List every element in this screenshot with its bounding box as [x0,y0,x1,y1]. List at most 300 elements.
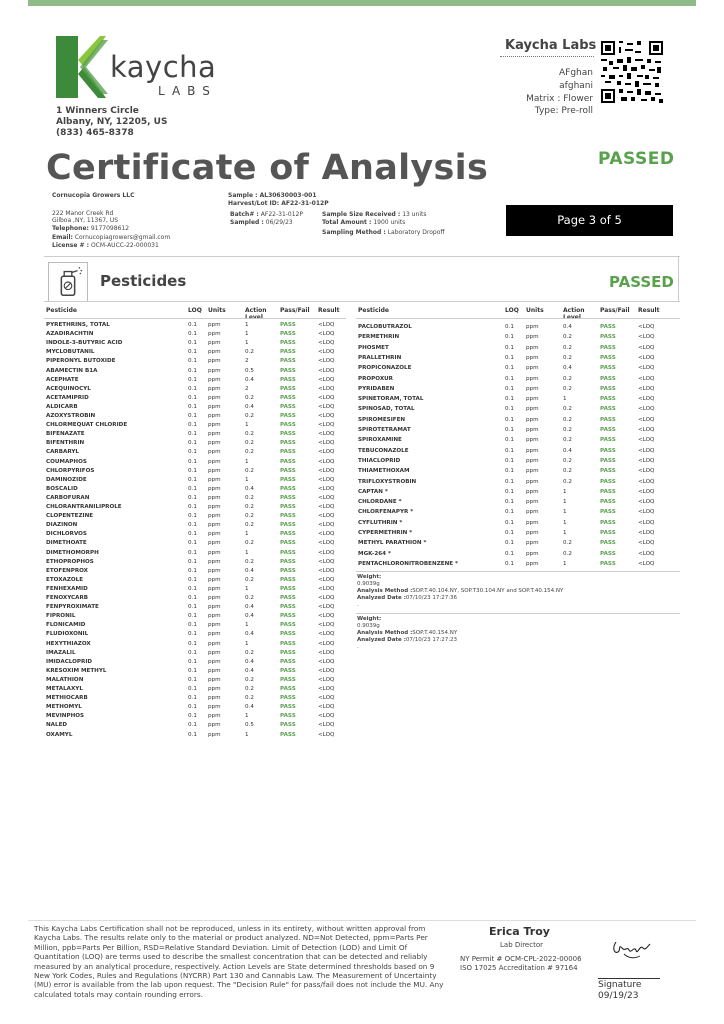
pass-fail-value: PASS [600,344,616,351]
pesticide-name: DICHLORVOS [46,531,87,538]
col-header-result-right: Result [638,307,660,314]
divider [500,56,594,57]
size-label: Sample Size Received : [322,211,401,218]
loq-value: 0.1 [505,530,514,536]
loq-value: 0.1 [188,467,197,474]
action-level-value: 0.4 [245,658,254,665]
pass-fail-value: PASS [280,676,296,683]
action-level-value: 2 [245,358,249,365]
pass-fail-value: PASS [280,549,296,556]
units-value: ppm [208,631,221,638]
loq-value: 0.1 [188,676,197,683]
units-value: ppm [526,365,539,372]
pass-fail-value: PASS [600,468,616,475]
section-right-border [678,256,679,301]
loq-value: 0.1 [505,509,514,516]
action-level-value: 1 [245,340,249,347]
pass-fail-value: PASS [280,394,296,401]
result-value: <LOQ [638,530,655,536]
pesticide-name: PERMETHRIN [358,334,400,341]
pesticide-name: PYRIDABEN [358,385,395,392]
action-level-value: 0.2 [563,375,572,382]
result-value: <LOQ [318,695,335,702]
pass-fail-value: PASS [280,413,296,419]
result-value: <LOQ [318,331,335,338]
pesticide-name: ETOFENPROX [46,567,88,574]
result-value: <LOQ [318,449,335,456]
units-value: ppm [208,713,221,720]
action-level-value: 0.2 [563,457,572,464]
units-value: ppm [526,427,539,433]
result-value: <LOQ [318,676,335,683]
loq-value: 0.1 [505,550,514,557]
loq-value: 0.1 [505,406,514,413]
action-level-value: 0.2 [245,649,254,656]
pesticide-name: ETHOPROPHOS [46,558,94,565]
result-value: <LOQ [318,622,335,629]
pesticide-name: TRIFLOXYSTROBIN [358,478,417,485]
action-level-value: 0.2 [563,416,572,423]
sample-id: Sample : AL30630003-001 [228,192,317,199]
sampled-label: Sampled : [230,219,264,226]
loq-value: 0.1 [188,649,197,656]
pass-fail-value: PASS [280,403,296,410]
pesticide-name: AZADIRACHTIN [46,331,94,338]
col-header-loq-right: LOQ [505,307,519,314]
separator-dot-2: . [357,644,359,650]
action-level-line1: Action [245,307,267,314]
units-value: ppm [208,376,221,383]
loq-value: 0.1 [188,631,197,638]
action-level-value: 0.2 [563,550,572,557]
result-value: <LOQ [638,457,655,464]
pass-fail-value: PASS [280,349,296,356]
weight-label-2: Weight: [357,616,382,622]
pass-fail-value: PASS [280,722,296,729]
loq-value: 0.1 [188,376,197,383]
loq-value: 0.1 [188,567,197,574]
action-level-value: 1 [563,530,567,536]
units-value: ppm [526,396,539,403]
action-level-value: 1 [245,331,249,338]
action-level-value: 0.2 [245,576,254,583]
section-title: Pesticides [100,272,187,290]
loq-value: 0.1 [188,358,197,365]
action-level-value: 1 [245,585,249,592]
loq-value: 0.1 [188,704,197,711]
pesticide-name: MALATHION [46,676,84,683]
loq-value: 0.1 [188,513,197,520]
pass-fail-value: PASS [280,704,296,711]
action-level-value: 0.2 [245,504,254,510]
action-level-value: 0.2 [245,595,254,601]
result-value: <LOQ [318,322,335,328]
loq-value: 0.1 [188,322,197,328]
pesticide-name: CLOPENTEZINE [46,513,94,520]
action-level-value: 1 [245,549,249,556]
col-header-pesticide-right: Pesticide [358,307,389,314]
action-level-value: 0.4 [245,604,254,611]
pesticide-name: FIPRONIL [46,613,76,620]
method-value: Laboratory Dropoff [387,229,445,236]
units-value: ppm [526,334,539,341]
result-value: <LOQ [638,468,655,475]
units-value: ppm [208,440,221,447]
loq-value: 0.1 [188,686,197,692]
action-level-value: 0.4 [245,485,254,492]
action-level-value: 0.2 [245,695,254,702]
loq-value: 0.1 [505,488,514,495]
action-level-value: 0.2 [245,413,254,419]
pesticide-name: IMIDACLOPRID [46,658,93,665]
sampling-method [322,229,445,236]
loq-value: 0.1 [505,396,514,403]
result-value: <LOQ [318,613,335,620]
result-value: <LOQ [318,558,335,565]
client-name: Cornucopia Growers LLC [52,192,135,199]
units-value: ppm [208,704,221,711]
pesticide-name: CHLORPYRIFOS [46,467,95,474]
result-value: <LOQ [638,344,655,351]
units-value: ppm [208,349,221,356]
action-level-line1-right: Action [563,307,585,314]
result-value: <LOQ [318,349,335,356]
loq-value: 0.1 [188,385,197,392]
units-value: ppm [526,530,539,536]
units-value: ppm [208,649,221,656]
pass-fail-value: PASS [280,613,296,620]
pass-fail-value: PASS [600,447,616,454]
loq-value: 0.1 [188,449,197,456]
loq-value: 0.1 [188,458,197,465]
pass-fail-value: PASS [280,340,296,347]
units-value: ppm [208,722,221,729]
pass-fail-value: PASS [280,476,296,483]
date-value-2: 07/10/23 17:27:23 [405,637,458,643]
method-label-2: Analysis Method : [357,630,413,636]
result-value: <LOQ [638,406,655,413]
loq-value: 0.1 [188,595,197,601]
action-level-value: 0.2 [245,394,254,401]
pesticide-name: FENHEXAMID [46,585,88,592]
pesticide-name: CAPTAN * [358,488,388,495]
pass-fail-value: PASS [280,504,296,510]
pesticide-name: ETOXAZOLE [46,576,84,583]
signature-label: Signature [598,980,642,990]
action-level-value: 0.2 [245,540,254,547]
date-value-1: 07/10/23 17:27:36 [405,595,458,601]
pass-fail-value: PASS [280,558,296,565]
result-value: <LOQ [638,416,655,423]
result-value: <LOQ [318,376,335,383]
separator-dot-1: . [357,602,359,608]
client-email [52,234,170,241]
client-license [52,242,159,249]
pass-fail-value: PASS [280,513,296,520]
pesticide-name: PENTACHLORONITROBENZENE * [358,560,458,567]
result-value: <LOQ [318,494,335,501]
loq-value: 0.1 [188,476,197,483]
action-level-value: 1 [245,458,249,465]
loq-value: 0.1 [188,522,197,529]
result-value: <LOQ [318,522,335,529]
units-value: ppm [208,695,221,702]
pesticide-name: ALDICARB [46,403,78,410]
result-value: <LOQ [638,488,655,495]
pesticide-name: CYPERMETHRIN * [358,530,413,536]
qr-code-icon[interactable] [601,41,663,103]
pesticide-name: DIMETHOMORPH [46,549,99,556]
units-value: ppm [526,478,539,485]
result-value: <LOQ [318,704,335,711]
pass-fail-value: PASS [600,488,616,495]
signer-permit: NY Permit # OCM-CPL-2022-00006 [460,955,582,963]
pass-fail-value: PASS [280,531,296,538]
pass-fail-value: PASS [280,331,296,338]
units-value: ppm [526,560,539,567]
units-value: ppm [208,731,221,738]
action-level-value: 0.4 [563,447,572,454]
license-value: OCM-AUCC-22-000031 [90,242,159,249]
action-level-value: 0.5 [245,722,254,729]
units-value: ppm [208,531,221,538]
total-value: 1900 units [373,219,406,226]
telephone-label: Telephone: [52,225,89,232]
pass-fail-value: PASS [280,367,296,374]
loq-value: 0.1 [188,640,197,647]
disclaimer-text: This Kaycha Labs Certification shall not be reproduced, unless in its entirety, without written approval from Kaycha Labs. The results relate only to the material or product analyzed. ND=Not Detected, ppm=Parts Per Million, ppb=Parts Per Billion, RSD=Relative Standard Deviation. Limit of Detection (LOD) and Limit Of Quantitation (LOQ) are terms used to describe the smallest concentration that can be detected and reliably measured by an analytical procedure, respectively. Action Levels are State determined thresholds based on 9 New York Codes, Rules and Regulations (NYCRR) Part 130 and Cannabis Law. The Measurement of Uncertainty (MU) error is available from the lab upon request. The "Decision Rule" for pass/fail does not include the MU. Any calculated totals may contain rounding errors. [34,924,444,999]
action-level-value: 1 [563,519,567,526]
analysis-divider-2 [356,613,680,614]
units-value: ppm [208,613,221,620]
units-value: ppm [208,549,221,556]
units-value: ppm [208,331,221,338]
pass-fail-value: PASS [600,499,616,506]
action-level-value: 0.2 [563,334,572,341]
units-value: ppm [208,686,221,692]
action-level-value: 2 [245,385,249,392]
weight-value-1: 0.9039g [357,581,380,587]
action-level-value: 1 [245,640,249,647]
pass-fail-value: PASS [280,449,296,456]
pesticide-name: TEBUCONAZOLE [358,447,409,454]
loq-value: 0.1 [505,457,514,464]
action-level-value: 0.2 [245,676,254,683]
units-value: ppm [526,468,539,475]
pass-fail-value: PASS [600,519,616,526]
weight-value-2: 0.9039g [357,623,380,629]
pass-fail-value: PASS [600,509,616,516]
pesticide-name: DIAZINON [46,522,78,529]
action-level-value: 1 [245,322,249,328]
action-level-value: 0.2 [245,349,254,356]
loq-value: 0.1 [188,713,197,720]
loq-value: 0.1 [505,375,514,382]
units-value: ppm [526,375,539,382]
result-value: <LOQ [318,476,335,483]
signature-line [598,978,660,979]
action-level-value: 0.4 [563,365,572,372]
loq-value: 0.1 [505,334,514,341]
pass-fail-value: PASS [280,467,296,474]
action-level-value: 0.4 [563,324,572,330]
loq-value: 0.1 [505,499,514,506]
pass-fail-value: PASS [280,422,296,429]
loq-value: 0.1 [188,531,197,538]
result-value: <LOQ [318,658,335,665]
pass-fail-value: PASS [600,427,616,433]
result-value: <LOQ [318,595,335,601]
pass-fail-value: PASS [600,396,616,403]
pesticide-name: FLUDIOXONIL [46,631,89,638]
loq-value: 0.1 [188,576,197,583]
action-level-value: 0.2 [563,406,572,413]
units-value: ppm [526,416,539,423]
units-value: ppm [526,324,539,330]
result-value: <LOQ [318,340,335,347]
analysis-block-2 [357,616,457,651]
pesticide-name: CHLORFENAPYR * [358,509,414,516]
pesticide-name: BOSCALID [46,485,78,492]
pass-fail-value: PASS [600,550,616,557]
action-level-value: 0.2 [563,344,572,351]
pesticide-name: AZOXYSTROBIN [46,413,96,419]
loq-value: 0.1 [505,540,514,547]
action-level-value: 0.2 [245,522,254,529]
loq-value: 0.1 [188,540,197,547]
pesticide-name: INDOLE-3-BUTYRIC ACID [46,340,123,347]
result-value: <LOQ [638,427,655,433]
total-label: Total Amount : [322,219,372,226]
action-level-line2-right: Level [563,314,581,321]
units-value: ppm [526,354,539,361]
pass-fail-value: PASS [600,457,616,464]
email-value[interactable]: Cornucopiagrowers@gmail.com [74,234,171,241]
loq-value: 0.1 [188,440,197,447]
pesticide-name: ACETAMIPRID [46,394,89,401]
units-value: ppm [526,499,539,506]
pesticide-name: BIFENTHRIN [46,440,85,447]
loq-value: 0.1 [188,403,197,410]
pass-fail-value: PASS [280,358,296,365]
weight-label-1: Weight: [357,574,382,580]
pass-fail-value: PASS [280,631,296,638]
batch-label: Batch# : [230,211,259,218]
product-type: Type: Pre-roll [534,106,593,116]
units-value: ppm [208,449,221,456]
loq-value: 0.1 [188,731,197,738]
loq-value: 0.1 [188,658,197,665]
result-value: <LOQ [638,334,655,341]
units-value: ppm [208,604,221,611]
action-level-value: 0.4 [245,631,254,638]
action-level-value: 0.4 [245,613,254,620]
pass-fail-value: PASS [280,458,296,465]
analysis-divider-1 [356,571,680,572]
units-value: ppm [208,540,221,547]
units-value: ppm [208,322,221,328]
units-value: ppm [208,513,221,520]
result-value: <LOQ [638,396,655,403]
action-level-value: 0.4 [245,667,254,674]
result-value: <LOQ [318,731,335,738]
action-level-value: 0.2 [563,540,572,547]
pesticide-name: SPIROTETRAMAT [358,427,411,433]
result-value: <LOQ [638,499,655,506]
loq-value: 0.1 [188,413,197,419]
result-value: <LOQ [318,513,335,520]
units-value: ppm [208,640,221,647]
method-label-1: Analysis Method : [357,588,413,594]
result-value: <LOQ [318,686,335,692]
units-value: ppm [526,447,539,454]
result-value: <LOQ [318,631,335,638]
pesticide-name: METHYL PARATHION * [358,540,427,547]
pass-fail-value: PASS [600,478,616,485]
loq-value: 0.1 [188,622,197,629]
loq-value: 0.1 [188,349,197,356]
pass-fail-value: PASS [280,658,296,665]
strain-name: AFghan [559,68,593,78]
loq-value: 0.1 [188,485,197,492]
action-level-value: 1 [245,713,249,720]
lab-address-line2: Albany, NY, 12205, US [56,117,168,127]
pesticide-name: DAMINOZIDE [46,476,87,483]
result-value: <LOQ [318,667,335,674]
action-level-value: 1 [563,509,567,516]
matrix: Matrix : Flower [526,94,593,104]
pass-fail-value: PASS [280,431,296,438]
result-value: <LOQ [638,365,655,372]
pass-fail-value: PASS [280,695,296,702]
action-level-value: 0.2 [563,427,572,433]
col-header-units-right: Units [526,307,544,314]
action-level-value: 1 [563,488,567,495]
pass-fail-value: PASS [600,354,616,361]
pass-fail-value: PASS [280,667,296,674]
pesticide-name: ACEPHATE [46,376,79,383]
pesticide-name: PROPOXUR [358,375,393,382]
action-level-value: 1 [245,622,249,629]
action-level-value: 0.4 [245,403,254,410]
pesticide-name: COUMAPHOS [46,458,87,465]
result-value: <LOQ [318,467,335,474]
result-value: <LOQ [638,509,655,516]
pesticide-name: SPINOSAD, TOTAL [358,406,415,413]
result-value: <LOQ [638,447,655,454]
result-value: <LOQ [638,519,655,526]
units-value: ppm [208,494,221,501]
pass-fail-value: PASS [280,385,296,392]
units-value: ppm [208,567,221,574]
action-level-value: 0.2 [245,449,254,456]
units-value: ppm [526,519,539,526]
pesticide-name: ACEQUINOCYL [46,385,91,392]
loq-value: 0.1 [505,416,514,423]
result-value: <LOQ [318,604,335,611]
action-level-value: 0.4 [245,567,254,574]
result-value: <LOQ [318,504,335,510]
client-telephone [52,225,129,232]
result-value: <LOQ [318,585,335,592]
loq-value: 0.1 [188,367,197,374]
result-value: <LOQ [318,440,335,447]
pass-fail-value: PASS [280,604,296,611]
pass-fail-value: PASS [600,365,616,372]
col-header-pass-fail: Pass/Fail [280,307,310,314]
units-value: ppm [208,676,221,683]
pesticide-name: THIAMETHOXAM [358,468,410,475]
